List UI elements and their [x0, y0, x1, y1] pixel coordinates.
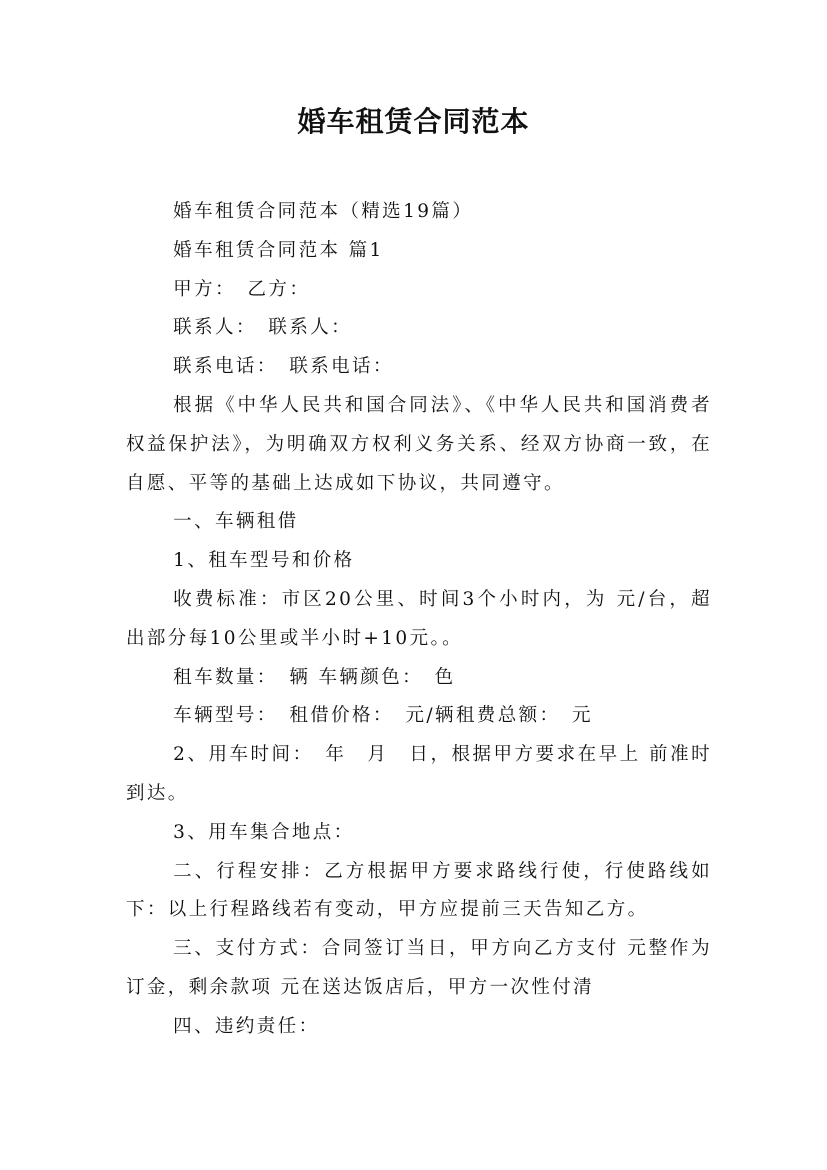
paragraph-article-heading: 婚车租赁合同范本 篇1	[173, 239, 384, 261]
paragraph-liability-heading: 四、违约责任：	[173, 1015, 320, 1037]
paragraph-phones: 联系电话： 联系电话：	[173, 356, 394, 378]
paragraph-parties: 甲方： 乙方：	[173, 278, 311, 300]
paragraph-collection-title: 婚车租赁合同范本（精选19篇）	[173, 201, 474, 222]
paragraph-quantity-color: 租车数量： 辆 车辆颜色： 色	[173, 666, 456, 688]
document-body	[126, 193, 712, 1047]
paragraph-use-time: 2、用车时间： 年 月 日，根据甲方要求在早上 前准时到达。	[126, 744, 712, 804]
paragraph-preamble: 根据《中华人民共和国合同法》、《中华人民共和国消费者权益保护法》，为明确双方权利义务关系、经双方协商一致，在自愿、平等的基础上达成如下协议，共同遵守。	[126, 394, 712, 494]
paragraph-payment: 三、支付方式：合同签订当日，甲方向乙方支付 元整作为订金，剩余款项 元在送达饭店后，甲方一次性付清	[126, 938, 712, 998]
paragraph-itinerary: 二、行程安排：乙方根据甲方要求路线行使，行使路线如下：以上行程路线若有变动，甲方应提前三天告知乙方。	[126, 860, 712, 921]
paragraph-model-total: 车辆型号： 租借价格： 元/辆租费总额： 元	[173, 705, 593, 727]
paragraph-fee-standard: 收费标准：市区20公里、时间3个小时内，为 元/台，超出部分每10公里或半小时+10元。。	[126, 588, 712, 649]
paragraph-contacts: 联系人： 联系人：	[173, 317, 353, 339]
document-title: 婚车租赁合同范本	[297, 105, 530, 138]
paragraph-meeting-place: 3、用车集合地点：	[173, 821, 355, 843]
paragraph-section-1-heading: 一、车辆租借	[173, 511, 299, 533]
paragraph-model-price-heading: 1、租车型号和价格	[173, 550, 355, 572]
